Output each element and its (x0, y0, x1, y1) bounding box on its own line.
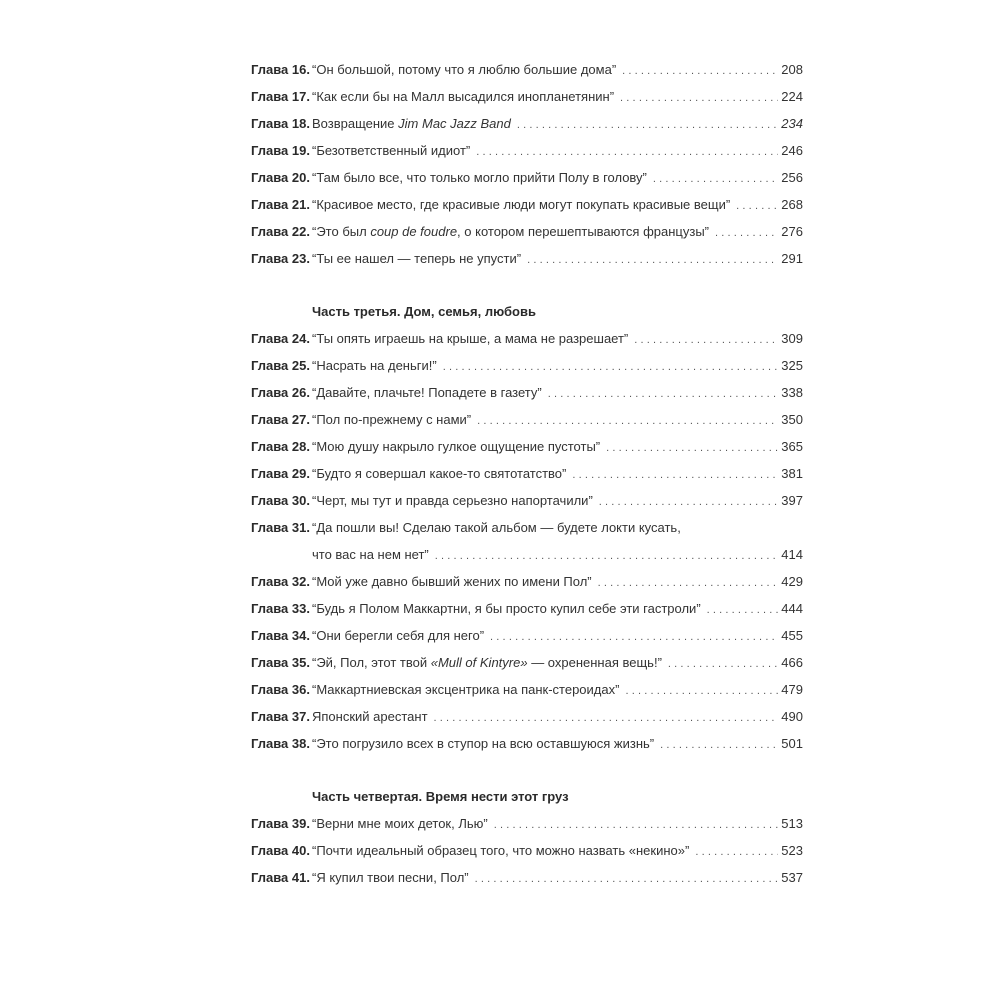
chapter-title-line2: что вас на нем нет” (312, 547, 429, 562)
page-number: 291 (781, 251, 803, 266)
chapter-title (312, 595, 701, 622)
chapter-label: Глава 17. (251, 89, 310, 104)
chapter-title-segment: “Как если бы на Малл высадился инопланетянин” (312, 89, 615, 104)
page-number: 350 (781, 412, 803, 427)
toc-entry-chapter-23[interactable] (251, 245, 803, 272)
toc-entry-chapter-20[interactable] (251, 164, 803, 191)
dot-leader (625, 678, 778, 705)
page-number: 537 (781, 870, 803, 885)
section-spacer (251, 272, 803, 298)
chapter-title-segment: “Эй, Пол, этот твой (312, 655, 431, 670)
dot-leader (527, 247, 778, 274)
chapter-title (312, 164, 647, 191)
page-number: 414 (781, 547, 803, 562)
chapter-title-segment: “Они берегли себя для него” (312, 628, 485, 643)
chapter-title (312, 352, 437, 379)
toc-entry-chapter-29[interactable] (251, 460, 803, 487)
chapter-label: Глава 21. (251, 197, 310, 212)
chapter-title-segment: “Почти идеальный образец того, что можно назвать «некино»” (312, 843, 690, 858)
chapter-title-segment: “Я купил твои песни, Пол” (312, 870, 469, 885)
section-spacer (251, 757, 803, 783)
chapter-title (312, 56, 616, 83)
chapter-label: Глава 16. (251, 62, 310, 77)
page-number: 309 (781, 331, 803, 346)
chapter-label: Глава 38. (251, 736, 310, 751)
toc-entry-chapter-24[interactable] (251, 325, 803, 352)
toc-entry-chapter-19[interactable] (251, 137, 803, 164)
chapter-title (312, 568, 592, 595)
dot-leader (634, 327, 778, 354)
toc-entry-chapter-31[interactable] (251, 514, 803, 541)
chapter-label: Глава 41. (251, 870, 310, 885)
chapter-title-segment: “Насрать на деньги!” (312, 358, 437, 373)
chapter-title-segment: “Там было все, что только могло прийти Полу в голову” (312, 170, 647, 185)
chapter-title (312, 137, 470, 164)
toc-entry-chapter-16[interactable] (251, 56, 803, 83)
chapter-label: Глава 26. (251, 385, 310, 400)
dot-leader (660, 732, 778, 759)
page-number: 224 (781, 89, 803, 104)
dot-leader (653, 166, 778, 193)
chapter-label: Глава 28. (251, 439, 310, 454)
page-number: 325 (781, 358, 803, 373)
dot-leader (476, 139, 778, 166)
dot-leader (548, 381, 779, 408)
toc-entry-chapter-21[interactable] (251, 191, 803, 218)
toc-entry-chapter-25[interactable] (251, 352, 803, 379)
chapter-title-segment: Возвращение (312, 116, 399, 131)
dot-leader (622, 58, 778, 85)
page-number: 455 (781, 628, 803, 643)
chapter-title-italic-segment: coup de foudre (370, 224, 458, 239)
chapter-title-segment: “Красивое место, где красивые люди могут покупать красивые вещи” (312, 197, 731, 212)
chapter-title-italic-segment: Jim Mac Jazz Band (398, 116, 511, 131)
chapter-title (312, 433, 600, 460)
page-number: 276 (781, 224, 803, 239)
page-number: 246 (781, 143, 803, 158)
toc-entry-chapter-36[interactable] (251, 676, 803, 703)
chapter-label: Глава 37. (251, 709, 310, 724)
toc-entry-chapter-22[interactable] (251, 218, 803, 245)
chapter-title (312, 191, 730, 218)
chapter-title (312, 245, 521, 272)
dot-leader (477, 408, 778, 435)
toc-entry-chapter-40[interactable] (251, 837, 803, 864)
dot-leader (695, 839, 778, 866)
chapter-label: Глава 33. (251, 601, 310, 616)
chapter-group-part-four (251, 810, 803, 891)
chapter-title (312, 325, 628, 352)
chapter-title (312, 837, 689, 864)
page-number: 444 (781, 601, 803, 616)
toc-entry-chapter-27[interactable] (251, 406, 803, 433)
dot-leader (707, 597, 779, 624)
dot-leader (606, 435, 778, 462)
toc-entry-chapter-39[interactable] (251, 810, 803, 837)
dot-leader (490, 624, 778, 651)
table-of-contents (251, 56, 803, 891)
chapter-group-part-two (251, 56, 803, 272)
page-number: 479 (781, 682, 803, 697)
chapter-title-segment: “Это был (312, 224, 371, 239)
dot-leader (598, 570, 779, 597)
chapter-title (312, 83, 614, 110)
dot-leader (517, 112, 778, 139)
chapter-title-segment: “Ты ее нашел — теперь не упусти” (312, 251, 522, 266)
chapter-label: Глава 19. (251, 143, 310, 158)
chapter-label: Глава 23. (251, 251, 310, 266)
page-number: 397 (781, 493, 803, 508)
page-number: 490 (781, 709, 803, 724)
chapter-title (312, 676, 619, 703)
chapter-title (312, 864, 469, 891)
toc-entry-chapter-33[interactable] (251, 595, 803, 622)
chapter-label: Глава 20. (251, 170, 310, 185)
toc-entry-chapter-17[interactable] (251, 83, 803, 110)
chapter-title (312, 622, 484, 649)
dot-leader (443, 354, 779, 381)
toc-entry-chapter-32[interactable] (251, 568, 803, 595)
chapter-title-segment: “Маккартниевская эксцентрика на панк-стероидах” (312, 682, 620, 697)
chapter-title (312, 110, 511, 137)
chapter-title-segment: “Давайте, плачьте! Попадете в газету” (312, 385, 542, 400)
chapter-title-segment: “Верни мне моих деток, Лью” (312, 816, 488, 831)
chapter-title-segment: “Мою душу накрыло гулкое ощущение пустоты” (312, 439, 601, 454)
chapter-label: Глава 22. (251, 224, 310, 239)
chapter-label: Глава 31. (251, 520, 310, 535)
page-number: 208 (781, 62, 803, 77)
chapter-title (312, 460, 566, 487)
chapter-title (312, 649, 662, 676)
toc-entry-chapter-37[interactable] (251, 703, 803, 730)
chapter-label: Глава 35. (251, 655, 310, 670)
dot-leader (715, 220, 778, 247)
page-number: 513 (781, 816, 803, 831)
chapter-title-line1: “Да пошли вы! Сделаю такой альбом — будете локти кусать, (312, 520, 681, 535)
dot-leader (475, 866, 779, 893)
toc-entry-chapter-31-continued[interactable] (251, 541, 803, 568)
toc-entry-chapter-30[interactable] (251, 487, 803, 514)
chapter-label: Глава 32. (251, 574, 310, 589)
chapter-title-segment: — охрененная вещь!” (527, 655, 662, 670)
chapter-title-segment: “Ты опять играешь на крыше, а мама не разрешает” (312, 331, 629, 346)
chapter-title-segment: “Мой уже давно бывший жених по имени Пол” (312, 574, 592, 589)
page-number: 268 (781, 197, 803, 212)
chapter-label: Глава 34. (251, 628, 310, 643)
toc-entry-chapter-35[interactable] (251, 649, 803, 676)
toc-entry-chapter-26[interactable] (251, 379, 803, 406)
chapter-title (312, 379, 542, 406)
chapter-title-segment: “Черт, мы тут и правда серьезно напортачили” (312, 493, 593, 508)
chapter-title (312, 218, 709, 245)
page-number: 234 (781, 116, 803, 131)
part-four-heading: Часть четвертая. Время нести этот груз (312, 789, 569, 804)
chapter-title-segment: “Он большой, потому что я люблю большие дома” (312, 62, 617, 77)
dot-leader (668, 651, 778, 678)
dot-leader (494, 812, 779, 839)
chapter-label: Глава 39. (251, 816, 310, 831)
chapter-label: Глава 18. (251, 116, 310, 131)
chapter-label: Глава 27. (251, 412, 310, 427)
chapter-title (312, 703, 428, 730)
page-number: 429 (781, 574, 803, 589)
toc-entry-chapter-28[interactable] (251, 433, 803, 460)
chapter-group-part-three-b (251, 568, 803, 757)
chapter-title-italic-segment: «Mull of Kintyre» (430, 655, 528, 670)
chapter-title (312, 406, 471, 433)
page-number: 256 (781, 170, 803, 185)
chapter-title-segment: “Пол по-прежнему с нами” (312, 412, 472, 427)
part-three-heading: Часть третья. Дом, семья, любовь (312, 304, 536, 319)
chapter-title (312, 730, 654, 757)
chapter-label: Глава 36. (251, 682, 310, 697)
dot-leader (434, 705, 779, 732)
page-number: 381 (781, 466, 803, 481)
chapter-title-segment: Японский арестант (312, 709, 428, 724)
page-number: 365 (781, 439, 803, 454)
toc-entry-chapter-18[interactable] (251, 110, 803, 137)
page-number: 466 (781, 655, 803, 670)
dot-leader (599, 489, 779, 516)
chapter-label: Глава 30. (251, 493, 310, 508)
chapter-label: Глава 24. (251, 331, 310, 346)
dot-leader (435, 543, 779, 570)
chapter-title-segment: “Будто я совершал какое-то святотатство” (312, 466, 567, 481)
chapter-label: Глава 29. (251, 466, 310, 481)
chapter-title-segment: “Безответственный идиот” (312, 143, 471, 158)
chapter-title-segment: , о котором перешептываются французы” (457, 224, 709, 239)
chapter-title-segment: “Будь я Полом Маккартни, я бы просто купил себе эти гастроли” (312, 601, 701, 616)
dot-leader (572, 462, 778, 489)
page-number: 523 (781, 843, 803, 858)
chapter-title (312, 810, 488, 837)
dot-leader (736, 193, 778, 220)
chapter-group-part-three-a (251, 325, 803, 514)
toc-entry-chapter-41[interactable] (251, 864, 803, 891)
page-number: 338 (781, 385, 803, 400)
chapter-title-segment: “Это погрузило всех в ступор на всю оставшуюся жизнь” (312, 736, 655, 751)
toc-entry-chapter-38[interactable] (251, 730, 803, 757)
chapter-title (312, 487, 593, 514)
dot-leader (620, 85, 778, 112)
chapter-label: Глава 25. (251, 358, 310, 373)
page-number: 501 (781, 736, 803, 751)
chapter-label: Глава 40. (251, 843, 310, 858)
toc-entry-chapter-34[interactable] (251, 622, 803, 649)
